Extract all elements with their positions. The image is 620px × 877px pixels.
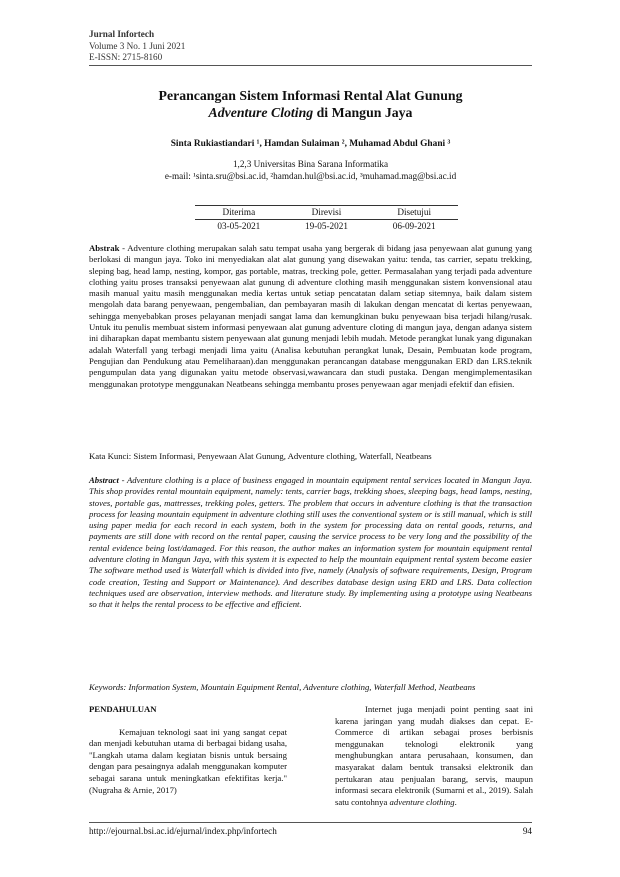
journal-issn: E-ISSN: 2715-8160 (89, 52, 163, 62)
affiliation (89, 159, 532, 182)
journal-url[interactable]: http://ejournal.bsi.ac.id/ejurnal/index.php/infortech (89, 826, 277, 836)
title-line-2 (89, 105, 532, 122)
intro-italic-term: adventure clothing (387, 796, 455, 807)
keywords-indonesian: Kata Kunci: Sistem Informasi, Penyewaan Alat Gunung, Adventure clothing, Waterfall, Neatbeans (89, 451, 432, 461)
page-footer (89, 826, 532, 836)
intro-right-column (335, 704, 533, 808)
header-divider (89, 65, 532, 66)
author-list: Sinta Rukiastiandari ¹, Hamdan Sulaiman ², Muhamad Abdul Ghani ³ (170, 139, 451, 149)
footer-divider (89, 822, 532, 823)
intro-paragraph-2 (335, 704, 533, 808)
date-header-received: Diterima (195, 206, 283, 220)
dates-table (195, 206, 458, 233)
section-heading-introduction: PENDAHULUAN (89, 704, 157, 714)
title-line-1: Perancangan Sistem Informasi Rental Alat Gunung (158, 88, 463, 103)
title-rest-part: di Mangun Jaya (313, 104, 413, 120)
journal-volume: Volume 3 No. 1 Juni 2021 (89, 40, 186, 51)
abstract-indonesian (89, 243, 532, 390)
keywords-english: Keywords: Information System, Mountain Equipment Rental, Adventure clothing, Waterfall Method, Neatbeans (89, 682, 476, 692)
abstract-text: - Adventure clothing merupakan salah satu tempat usaha yang bergerak di bidang jasa penyewaan alat gunung yang berlokasi di mangun jaya. Toko ini menyediakan alat alat gunung yang disewakan yaitu: tenda, tas carrier, sepatu trekking, sleping bag, head lamp, nesting, kompor, gas portable, matras, trecking pole, getter. Permasalahan yang terjadi pada adventure clothing yaitu proses transaksi penyewaan alat gunung di adventure clothing masih menggunakan sistem konvensional atau masih manual yaitu masih menggunakan media kertas untuk setiap pencatatan dalam setiap sitemnya, baik dalam sistem mengolah data barang penyewaan, pengembalian, dan pembayaran masih di lakukan dengan mencatat di kertas penyewaan, sehingga menyebabkan proses pelayanan menjadi sangat lama dan kemungkinan buku penyewaan bisa terjadi hilang/rusak. Untuk itu penulis membuat sistem informasi penyewaan alat gunung adventure cloting di mangun jaya, dengan adanya sistem ini diharapkan dapat membantu sistem penyewaan alat gunung menjadi lebih mudah. Metode perangkat lunak yang digunakan adalah Waterfall yang terbagi menjadi lima yaitu (Analisa kebutuhan perangkat lunak, Desain, Pembuatan kode program, Pengujian dan Pendukung atau Pemeliharaan).dan menggunakan perancangan database menggunakan ERD dan LRS.teknik pengumpulan data yang digunakan yaitu metode observasi,wawancara dan studi pustaka. Dengan mengimplementasikan menggunakan prototype menggunakan Neatbeans sehingga membantu proses penyewaan agar menjadi efektif dan efisien. (89, 243, 532, 389)
abstract-english (89, 475, 532, 611)
paper-title (89, 88, 532, 121)
submission-dates (195, 205, 458, 233)
abstract-label: Abstrak (89, 243, 120, 253)
intro-paragraph-1: Kemajuan teknologi saat ini yang sangat cepat dan menjadi kebutuhan utama di berbagai bidang usaha, "Langkah utama dalam kegiatan bisnis untuk bersaing dengan para pesaingnya adalah menggunakan komputer sebagai sarana untuk meningkatkan efektifitas kerja."(Nugraha & Arnie, 2017) (89, 726, 287, 795)
affiliation-emails: e-mail: ¹sinta.sru@bsi.ac.id, ²hamdan.hul@bsi.ac.id, ³muhamad.mag@bsi.ac.id (164, 170, 457, 181)
abstract-en-text: - Adventure clothing is a place of business engaged in mountain equipment rental services located in Mangun Jaya. This shop provides rental mountain equipment, namely: tents, carrier bags, trekking shoes, sleeping bags, head lamps, nesting, stoves, portable gas, mattresses, trekking poles, getters. The problem that occurs in adventure clothing is that the transaction process for leasing mountain equipment in adventure clothing still uses the conventional system or is still manual, which is still using paper media for each record in each system, both in the system for processing data on rental goods, returns, and payments are still done with record on the rental paper, causing the service process to be very long and the possibility of the rental evidence being lost/damaged. For this reason, the author makes an information system for mountain equipment rental adventure cloting in Mangun Jaya, with this system it is expected to help the mountain equipment rental system become easier The software method used is Waterfall which is divided into five, namely (Analysis of software requirements, Design, Program code creation, Testing and Support or Maintenance). And describes database design using ERD and LRS. Data collection techniques used are observation, interview methods. and literature study. By implementing using a prototype using Neatbeans so that it helps the rental process to be effective and efficient. (89, 475, 532, 610)
abstract-en-label: Abstract (89, 475, 119, 485)
date-header-revised: Direvisi (283, 206, 371, 220)
title-italic-part: Adventure Cloting (208, 104, 314, 120)
intro-left-column (89, 704, 287, 796)
date-accepted: 06-09-2021 (392, 221, 436, 231)
affiliation-institution: 1,2,3 Universitas Bina Sarana Informatika (232, 159, 389, 169)
journal-header (89, 29, 185, 64)
journal-name: Jurnal Infortech (89, 29, 155, 39)
date-revised: 19-05-2021 (305, 221, 348, 231)
date-received: 03-05-2021 (217, 221, 261, 231)
page-number: 94 (522, 826, 532, 836)
intro-paragraph-2-end: . (454, 796, 457, 807)
intro-paragraph-2-text: Internet juga menjadi point penting saat ini karena jaringan yang mudah diakses dan cepat. E-Commerce di artikan sebagai proses berbisnis menggunakan teknologi elektronik yang menghubungkan antara perusahaan, konsumen, dan masyarakat dalam bentuk transaksi elektronik dan pertukaran atau penjualan barang, servis, maupun informasi secara elektronik (Sumarni et al., 2019). Salah satu contohnya (335, 704, 533, 807)
date-header-accepted: Disetujui (370, 206, 458, 220)
